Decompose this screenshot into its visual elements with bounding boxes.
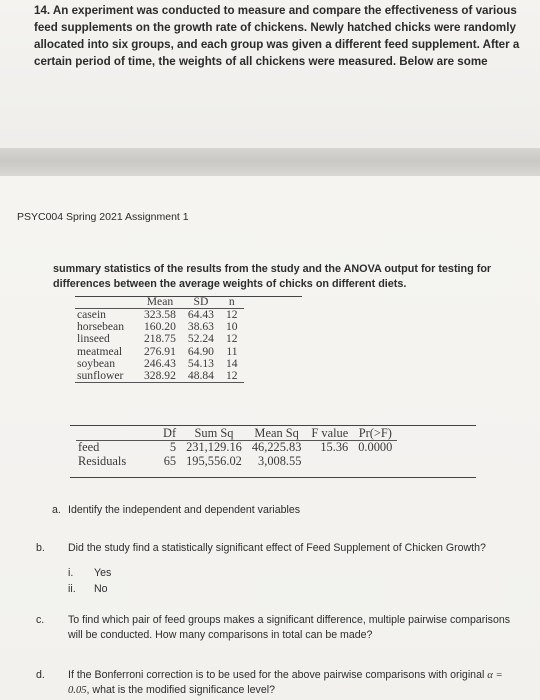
- column-header: [75, 296, 138, 309]
- column-header-df: Df: [163, 426, 177, 440]
- cell-mean: 218.75: [144, 332, 176, 346]
- cell-p-value: 0.0000: [358, 440, 393, 454]
- subquestion-letter: a.: [52, 504, 61, 516]
- table-row: [75, 370, 244, 383]
- cell-sd: 64.90: [187, 344, 214, 358]
- cell-mean-sq: 3,008.55: [258, 453, 302, 468]
- cell-mean: 246.43: [144, 356, 176, 370]
- question-number: 14.: [34, 4, 51, 17]
- table-header-row: [76, 427, 397, 441]
- column-header-n: n: [228, 295, 235, 308]
- summary-statistics-table: [75, 296, 244, 383]
- subquestion-text-after: , what is the modified significance level?: [86, 684, 275, 696]
- cell-n: 14: [225, 356, 238, 370]
- row-label: sunflower: [75, 370, 138, 383]
- cell-mean: 323.58: [144, 308, 176, 321]
- subquestion-c: [36, 613, 524, 643]
- anova-table: [76, 427, 397, 468]
- row-label: feed: [78, 440, 100, 454]
- intro-text: summary statistics of the results from the study and the ANOVA output for testing for differences between the average weights of chicks on different diets.: [53, 263, 492, 290]
- cell-mean: 276.91: [144, 344, 176, 358]
- cell-sd: 54.13: [187, 356, 214, 370]
- cell-f-value: [306, 455, 353, 469]
- cell-n: 12: [225, 308, 238, 321]
- column-header-p-value: Pr(>F): [358, 426, 392, 440]
- column-header: [76, 427, 158, 441]
- alpha-expression: α = 0.05: [68, 670, 503, 696]
- subquestion-d: [36, 668, 524, 698]
- anova-table-bottom-rule: [70, 477, 476, 478]
- cell-n: 12: [225, 332, 238, 346]
- row-label: horsebean: [77, 320, 124, 334]
- question-text: An experiment was conducted to measure and compare the effectiveness of various feed supplements on the growth rate of chickens. Newly hatched chicks were randomly allocated into six groups, and each group was given a different feed supplement. After a certain period of time, the weights of all chickens were measured. Below are some: [34, 4, 520, 68]
- cell-sd: 38.63: [187, 320, 214, 334]
- cell-sum-sq: 195,556.02: [186, 453, 242, 468]
- option-ii: [68, 583, 108, 595]
- subquestion-letter: b.: [36, 542, 45, 554]
- cell-mean: 160.20: [144, 320, 176, 334]
- cell-n: 11: [226, 344, 238, 358]
- subquestion-a: [52, 503, 512, 518]
- cell-sd: 64.43: [187, 308, 214, 321]
- row-label: meatmeal: [77, 344, 123, 358]
- column-header-sum-sq: Sum Sq: [194, 426, 234, 440]
- table-row: [76, 455, 397, 469]
- subquestion-text-before: If the Bonferroni correction is to be used for the above pairwise comparisons with original: [68, 669, 488, 681]
- option-label: No: [94, 583, 108, 595]
- table-row: [75, 346, 244, 358]
- option-numeral: ii.: [68, 583, 76, 595]
- row-label: Residuals: [78, 453, 127, 468]
- subquestion-b: [36, 541, 508, 556]
- option-numeral: i.: [68, 567, 74, 579]
- cell-p-value: [353, 455, 397, 469]
- row-label: casein: [77, 308, 106, 321]
- row-label: linseed: [77, 332, 110, 346]
- cell-df: 65: [163, 453, 177, 468]
- cell-f-value: 15.36: [320, 440, 349, 454]
- column-header-mean: Mean: [146, 295, 174, 308]
- table-row: [76, 441, 397, 455]
- table-header-row: [75, 296, 244, 309]
- cell-n: 12: [220, 370, 244, 383]
- column-header-mean-sq: Mean Sq: [254, 426, 299, 440]
- cell-sd: 48.84: [182, 370, 220, 383]
- row-label: soybean: [77, 356, 115, 370]
- subquestion-text: To find which pair of feed groups makes a significant difference, multiple pairwise comparisons will be conducted. How many comparisons in total can be made?: [68, 614, 511, 641]
- cell-mean-sq: 46,225.83: [251, 440, 302, 454]
- cell-sd: 52.24: [187, 332, 214, 346]
- option-i: [68, 567, 111, 579]
- cell-sum-sq: 231,129.16: [186, 440, 242, 454]
- subquestion-text: Identify the independent and dependent variables: [68, 504, 301, 516]
- column-header-f-value: F value: [311, 426, 349, 440]
- page-break-divider: [0, 148, 540, 176]
- table-row: [75, 333, 244, 345]
- subquestion-text: Did the study find a statistically significant effect of Feed Supplement of Chicken Growth?: [68, 542, 486, 554]
- subquestion-letter: d.: [36, 669, 45, 681]
- question-14-stem: [34, 2, 534, 70]
- cell-df: 5: [169, 440, 177, 454]
- cell-n: 10: [225, 320, 238, 334]
- course-header: PSYC004 Spring 2021 Assignment 1: [17, 211, 189, 223]
- column-header-sd: SD: [193, 295, 209, 308]
- cell-mean: 328.92: [138, 370, 182, 383]
- subquestion-letter: c.: [36, 614, 45, 626]
- option-label: Yes: [94, 567, 112, 579]
